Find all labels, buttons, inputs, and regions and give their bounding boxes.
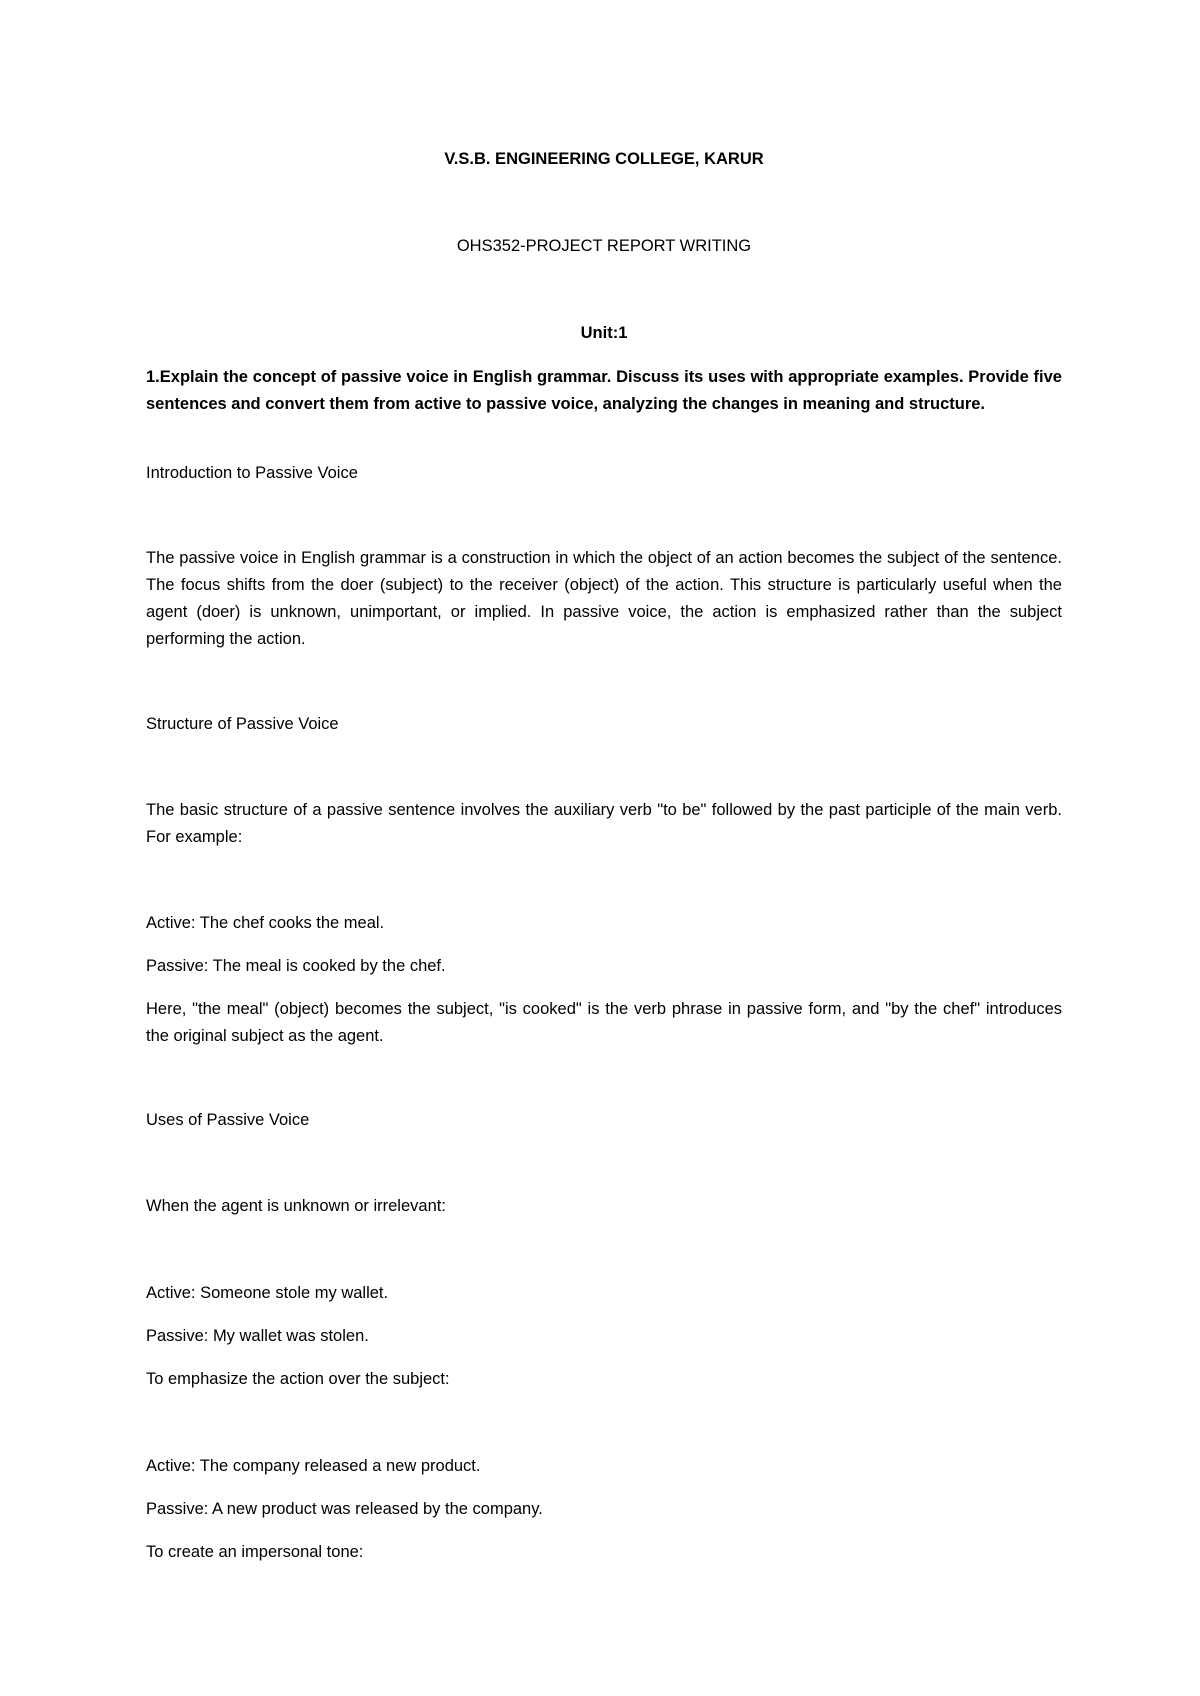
intro-paragraph: The passive voice in English grammar is a construction in which the object of an action becomes the subject of the sentence. The focus shifts from the doer (subject) to the receiver (object) of the action. This structure is particularly useful when the agent (doer) is unknown, unimportant, or implied. In passive voice, the action is emphasized rather than the subject performing the action.: [146, 549, 1062, 648]
use1-active: Active: Someone stole my wallet.: [146, 1284, 389, 1302]
use2-passive: Passive: A new product was released by the company.: [146, 1500, 543, 1518]
structure-paragraph: The basic structure of a passive sentence involves the auxiliary verb "to be" followed by the past participle of the main verb. For example:: [146, 801, 1062, 846]
uses-heading: Uses of Passive Voice: [146, 1111, 310, 1129]
course-title: OHS352-PROJECT REPORT WRITING: [456, 237, 752, 255]
example-active: Active: The chef cooks the meal.: [146, 914, 385, 932]
use3-heading: To create an impersonal tone:: [146, 1543, 364, 1561]
use2-heading: To emphasize the action over the subject:: [146, 1370, 450, 1388]
unit-title: Unit:1: [580, 324, 628, 342]
use2-active: Active: The company released a new product.: [146, 1457, 481, 1475]
use1-heading: When the agent is unknown or irrelevant:: [146, 1197, 446, 1215]
intro-heading: Introduction to Passive Voice: [146, 464, 358, 482]
college-title: V.S.B. ENGINEERING COLLEGE, KARUR: [444, 150, 764, 168]
question-text: 1.Explain the concept of passive voice in English grammar. Discuss its uses with appropriate examples. Provide five sentences and convert them from active to passive voice, analyzing the changes in meaning and structure.: [146, 368, 1062, 413]
example-explanation: Here, "the meal" (object) becomes the subject, "is cooked" is the verb phrase in passive form, and "by the chef" introduces the original subject as the agent.: [146, 1000, 1062, 1045]
use1-passive: Passive: My wallet was stolen.: [146, 1327, 369, 1345]
structure-heading: Structure of Passive Voice: [146, 715, 339, 733]
example-passive: Passive: The meal is cooked by the chef.: [146, 957, 446, 975]
